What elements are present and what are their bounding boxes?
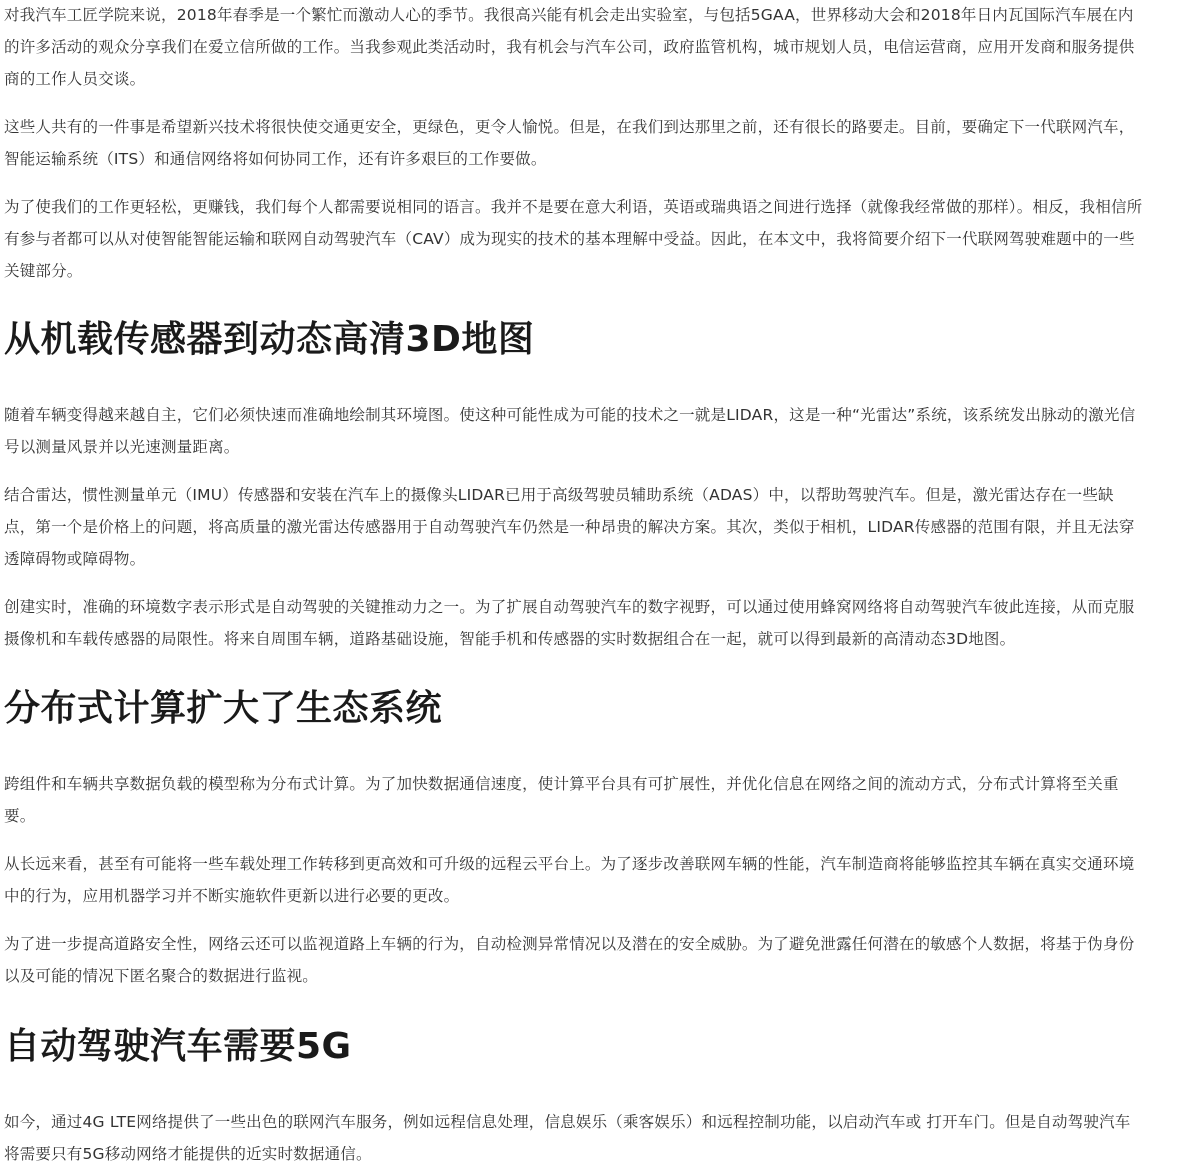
section2-paragraph-2: 从长远来看，甚至有可能将一些车载处理工作转移到更高效和可升级的远程云平台上。为了逐步改善联网车辆的性能，汽车制造商将能够监控其车辆在真实交通环境中的行为，应用机器学习并不断实施软件更新以进行必要的更改。	[4, 855, 1135, 905]
intro-paragraph-2: 这些人共有的一件事是希望新兴技术将很快使交通更安全，更绿色，更令人愉悦。但是，在我们到达那里之前，还有很长的路要走。目前，要确定下一代联网汽车，智能运输系统（ITS）和通信网络将如何协同工作，还有许多艰巨的工作要做。	[4, 118, 1135, 168]
section-heading-distributed-computing: 分布式计算扩大了生态系统	[4, 688, 443, 729]
section1-paragraph-1: 随着车辆变得越来越自主，它们必须快速而准确地绘制其环境图。使这种可能性成为可能的技术之一就是LIDAR，这是一种“光雷达”系统，该系统发出脉动的激光信号以测量风景并以光速测量距离。	[4, 406, 1136, 456]
section-heading-3d-maps: 从机载传感器到动态高清3D地图	[4, 319, 535, 360]
section1-paragraph-2: 结合雷达，惯性测量单元（IMU）传感器和安装在汽车上的摄像头LIDAR已用于高级驾驶员辅助系统（ADAS）中，以帮助驾驶汽车。但是，激光雷达存在一些缺点，第一个是价格上的问题，将高质量的激光雷达传感器用于自动驾驶汽车仍然是一种昂贵的解决方案。其次，类似于相机，LIDAR传感器的范围有限，并且无法穿透障碍物或障碍物。	[4, 486, 1135, 568]
section2-paragraph-1: 跨组件和车辆共享数据负载的模型称为分布式计算。为了加快数据通信速度，使计算平台具有可扩展性，并优化信息在网络之间的流动方式，分布式计算将至关重要。	[4, 775, 1119, 825]
section3-paragraph-1: 如今，通过4G LTE网络提供了一些出色的联网汽车服务，例如远程信息处理，信息娱乐（乘客娱乐）和远程控制功能，以启动汽车或 打开车门。但是自动驾驶汽车将需要只有5G移动网络才能提供的近实时数据通信。	[4, 1113, 1131, 1163]
section-heading-5g: 自动驾驶汽车需要5G	[4, 1026, 352, 1067]
intro-paragraph-1: 对我汽车工匠学院来说，2018年春季是一个繁忙而激动人心的季节。我很高兴能有机会走出实验室，与包括5GAA，世界移动大会和2018年日内瓦国际汽车展在内的许多活动的观众分享我们在爱立信所做的工作。当我参观此类活动时，我有机会与汽车公司，政府监管机构，城市规划人员，电信运营商，应用开发商和服务提供商的工作人员交谈。	[4, 6, 1135, 88]
section1-paragraph-3: 创建实时，准确的环境数字表示形式是自动驾驶的关键推动力之一。为了扩展自动驾驶汽车的数字视野，可以通过使用蜂窝网络将自动驾驶汽车彼此连接，从而克服摄像机和车载传感器的局限性。将来自周围车辆，道路基础设施，智能手机和传感器的实时数据组合在一起，就可以得到最新的高清动态3D地图。	[4, 598, 1135, 648]
intro-paragraph-3: 为了使我们的工作更轻松，更赚钱，我们每个人都需要说相同的语言。我并不是要在意大利语，英语或瑞典语之间进行选择（就像我经常做的那样）。相反，我相信所有参与者都可以从对使智能智能运输和联网自动驾驶汽车（CAV）成为现实的技术的基本理解中受益。因此，在本文中，我将简要介绍下一代联网驾驶难题中的一些关键部分。	[4, 198, 1143, 280]
section2-paragraph-3: 为了进一步提高道路安全性，网络云还可以监视道路上车辆的行为，自动检测异常情况以及潜在的安全威胁。为了避免泄露任何潜在的敏感个人数据，将基于伪身份以及可能的情况下匿名聚合的数据进行监视。	[4, 935, 1135, 985]
